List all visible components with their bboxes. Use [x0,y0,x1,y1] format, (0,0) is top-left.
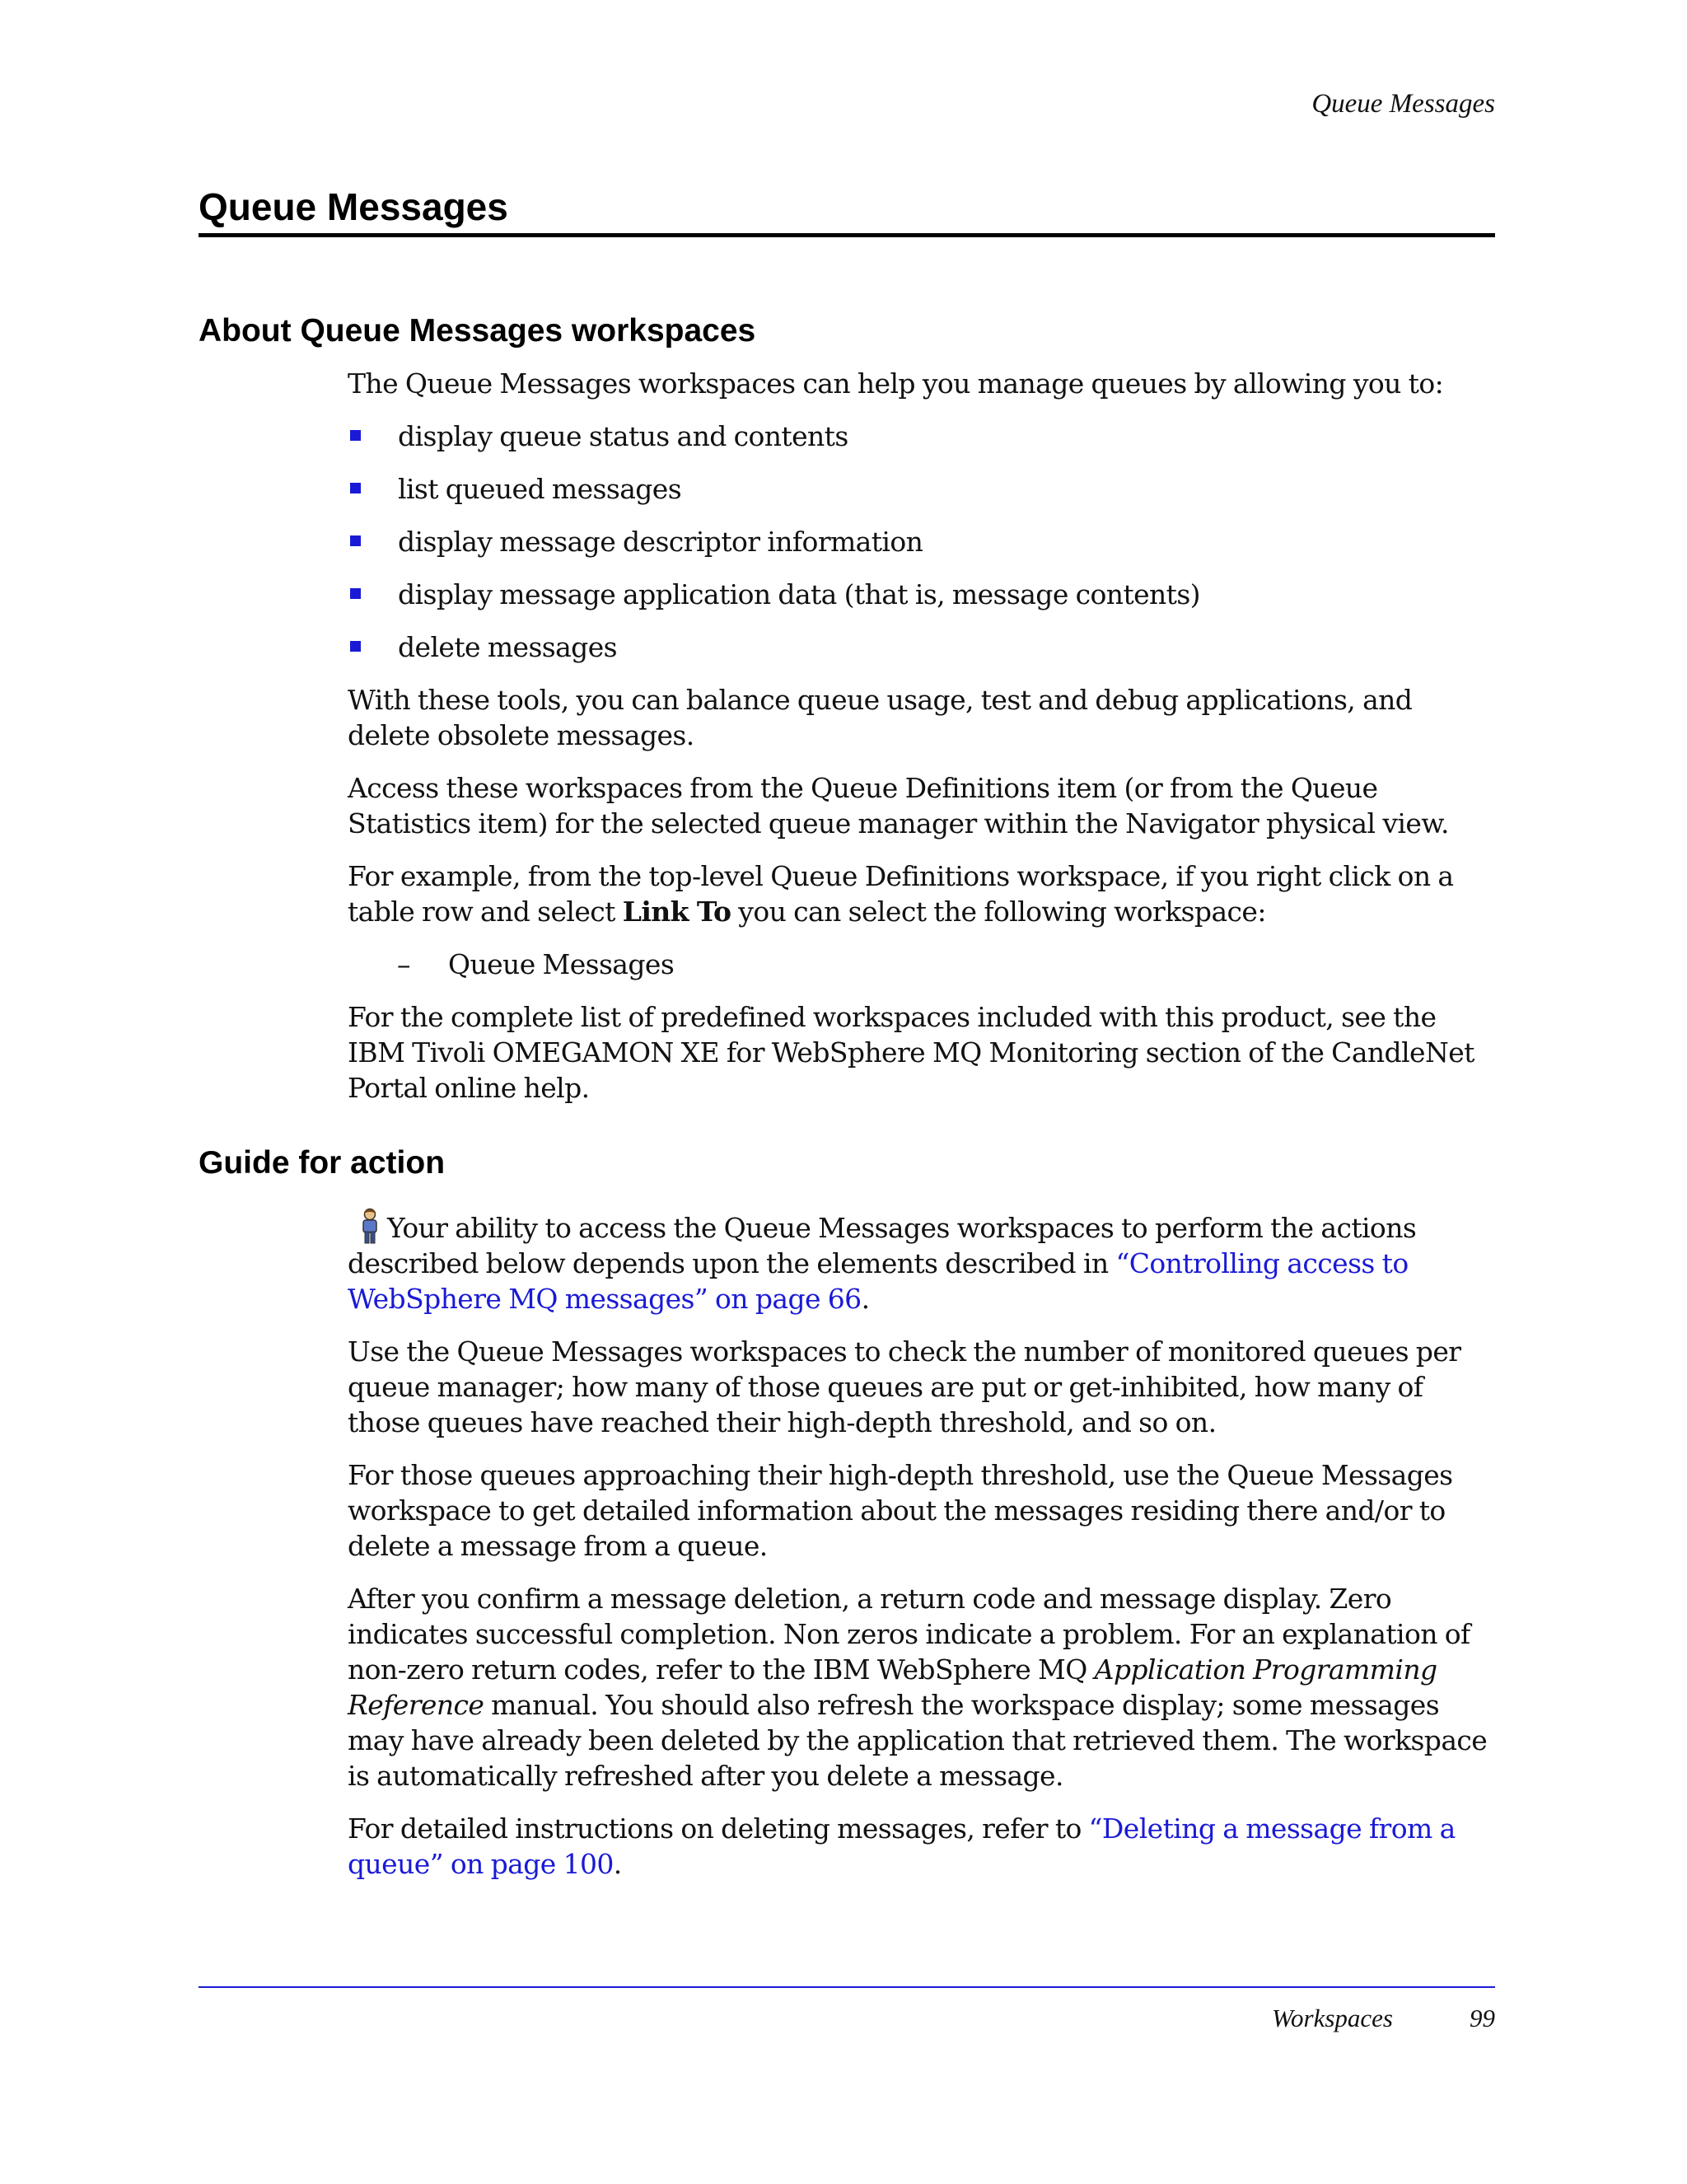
confirm-paragraph [348,1581,1497,1793]
guide-heading: Guide for action [199,1145,446,1181]
square-bullet-icon [350,588,361,599]
chapter-title: Queue Messages [199,185,508,228]
footer-page-number: 99 [1470,2004,1495,2032]
dash-list-item-text: Queue Messages [448,948,675,980]
detailed-text-end: . [613,1848,622,1880]
dash-bullet: – [397,948,410,980]
square-bullet-icon [350,483,361,493]
confirm-text-end: manual. You should also refresh the workspace display; some messages may have already been deleted by the application that retrieved them. The workspace is automatically refreshed after you delete a message. [348,1689,1488,1792]
detailed-text-start: For detailed instructions on deleting messages, refer to [348,1812,1089,1845]
list-item-text: delete messages [398,631,617,663]
use-paragraph: Use the Queue Messages workspaces to check the number of monitored queues per queue manager; how many of those queues are put or get-inhibited, how many of those queues have reached their high-depth threshold, and so on. [348,1335,1461,1438]
footer-section-title: Workspaces [1272,2004,1393,2032]
list-item [348,524,1497,559]
square-bullet-icon [350,430,361,441]
controlling-access-link[interactable]: “Controlling access to WebSphere MQ messages” on page 66 [348,1247,1409,1315]
about-body [348,366,1497,1123]
capability-list [348,419,1497,665]
approaching-paragraph: For those queues approaching their high-depth threshold, use the Queue Messages workspace to get detailed information about the messages residing there and/or to delete a message from a queue. [348,1459,1453,1562]
link-to-term: Link To [622,896,731,928]
list-item [348,419,1497,454]
running-header: Queue Messages [1311,89,1495,119]
complete-list-paragraph: For the complete list of predefined workspaces included with this product, see the IBM Tivoli OMEGAMON XE for WebSphere MQ Monitoring section of the CandleNet Portal online help. [348,1001,1474,1104]
about-heading: About Queue Messages workspaces [199,313,756,348]
guide-body [348,1208,1497,1899]
manual-title: Application Programming Reference [348,1653,1437,1721]
ability-text-start: Your ability to access the Queue Messages workspaces to perform the actions described below depends upon the elements described in [348,1212,1417,1279]
list-item [348,577,1497,612]
confirm-text-start: After you confirm a message deletion, a return code and message display. Zero indicates successful completion. Non zeros indicate a problem. For an explanation of non-zero return codes, refer to the IBM WebSphere MQ [348,1583,1470,1686]
detailed-paragraph [348,1811,1497,1882]
square-bullet-icon [350,535,361,546]
list-item [348,471,1497,507]
ability-text-end: . [861,1283,870,1315]
user-role-icon [356,1208,384,1244]
list-item [348,629,1497,665]
title-rule [199,233,1495,237]
list-item-text: display queue status and contents [398,420,848,452]
access-paragraph: Access these workspaces from the Queue Definitions item (or from the Queue Statistics item) for the selected queue manager within the Navigator physical view. [348,772,1449,839]
deleting-message-link[interactable]: “Deleting a message from a queue” on page 100 [348,1812,1456,1880]
about-intro: The Queue Messages workspaces can help you manage queues by allowing you to: [348,367,1444,400]
example-paragraph [348,858,1497,929]
dash-list-item [348,947,1497,982]
list-item-text: display message descriptor information [398,526,923,558]
example-text-start: For example, from the top-level Queue Definitions workspace, if you right click on a table row and select [348,860,1454,928]
list-item-text: display message application data (that is, message contents) [398,578,1200,610]
example-text-end: you can select the following workspace: [731,896,1266,928]
tools-paragraph: With these tools, you can balance queue usage, test and debug applications, and delete obsolete messages. [348,684,1413,751]
ability-paragraph [348,1208,1497,1316]
list-item-text: list queued messages [398,473,682,505]
footer-rule [199,1986,1495,1988]
square-bullet-icon [350,641,361,652]
